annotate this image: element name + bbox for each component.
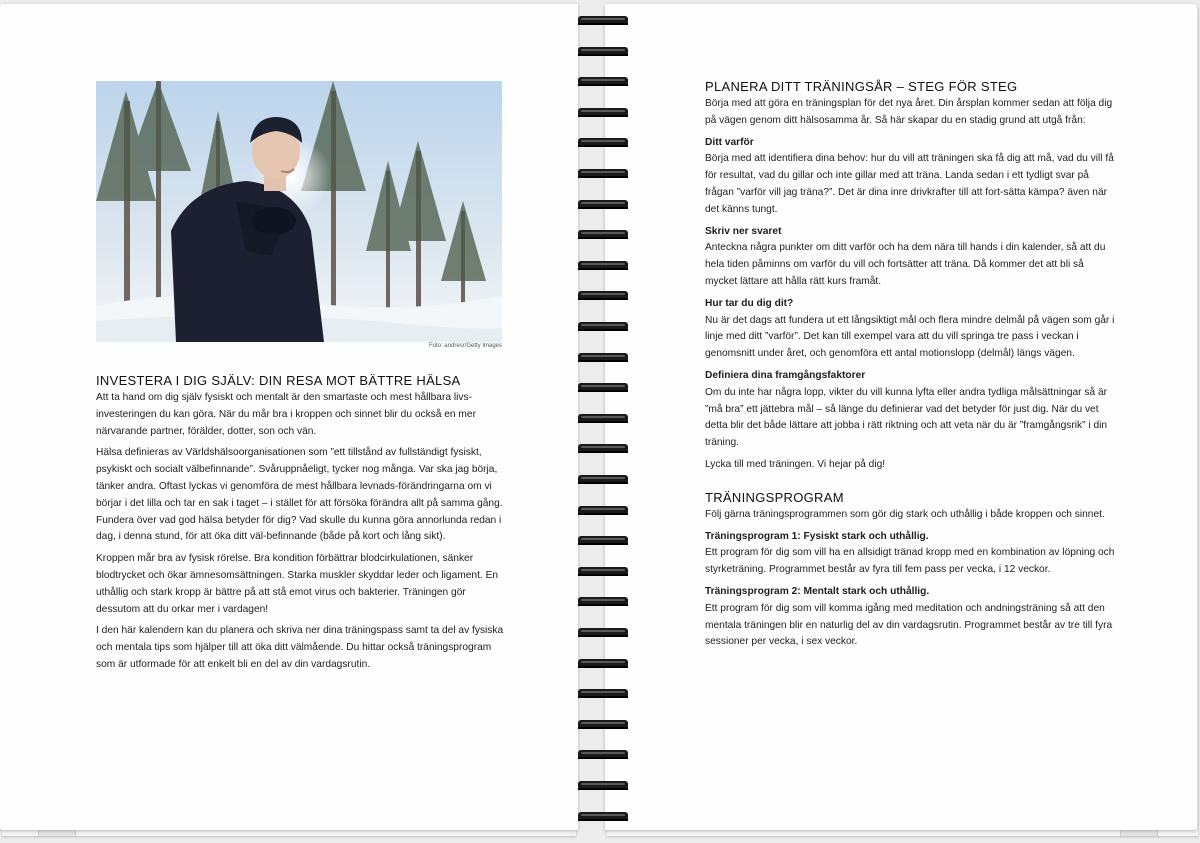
spiral-ring xyxy=(578,198,628,211)
left-paragraph: Kroppen mår bra av fysisk rörelse. Bra kondition förbättrar blodcirkulationen, sänker blodtrycket och ökar ämnesomsättningen. Starka muskler skyddar leder och ligament. En uthållig och stark kropp är bättre på att stå emot virus och bakterier. Träningen gör dessutom att du orkar mer i vardagen! xyxy=(96,553,499,615)
spiral-ring xyxy=(578,565,628,578)
spiral-binding xyxy=(574,4,632,830)
program-title: Träningsprogram 2: Mentalt stark och uthållig. xyxy=(705,585,930,597)
spiral-ring xyxy=(578,504,628,517)
left-paragraph: Att ta hand om dig själv fysiskt och mentalt är den smartaste och mest hållbara livs-investeringen du kan göra. När du mår bra i kroppen och sinnet blir du också en mer närvarande partner, förälder, dotter, son och vän. xyxy=(96,392,476,437)
section-text: Anteckna några punkter om ditt varför och ha dem nära till hands i din kalender, så att du hela tiden påminns om varför du vill och fortsätter att träna. Då kommer det att bli så mycket lättare att hålla rätt kurs framåt. xyxy=(705,242,1106,287)
section-title: Skriv ner svaret xyxy=(705,225,782,237)
spiral-ring xyxy=(578,595,628,608)
winter-runner-image xyxy=(96,81,502,342)
right-column xyxy=(705,78,1115,656)
spiral-ring xyxy=(578,810,628,823)
left-paragraph: Hälsa definieras av Världshälsoorganisationen som ”ett tillstånd av fullständigt fysiskt, psykiskt och socialt välbefinnande”. Svåruppnåeligt, tycker nog många. Var ska jag börja, tänker andra. Oftast lyckas vi genomföra de mest hållbara levnads-förändringarna om vi börjar i det lilla och tar en sak i taget – i stället för att försöka förändra allt på samma gång. Fundera över vad god hälsa betyder för dig? Vad skulle du kunna göra annorlunda redan i dag, i denna stund, för att öka ditt väl-befinnande (både på kort och lång sikt). xyxy=(96,447,503,543)
spiral-ring xyxy=(578,657,628,670)
closing-line: Lycka till med träningen. Vi hejar på dig! xyxy=(705,458,886,470)
runner-photo xyxy=(96,81,502,342)
program-text: Ett program för dig som vill komma igång med meditation och andningsträning så att den mentala träningen blir en naturlig del av din vardagsrutin. Programmet består av tre till fyra sessioner per vecka, i sex veckor. xyxy=(705,602,1113,648)
section-title: Ditt varför xyxy=(705,136,754,148)
spiral-ring xyxy=(578,381,628,394)
section-text: Nu är det dags att fundera ut ett långsiktigt mål och flera mindre delmål på vägen som går i linje med ditt ”varför”. Det kan till exempel vara att du vill springa tre pass i veckan i genomsnitt under året, och genomföra ett antal motionslopp (delmål) längs vägen. xyxy=(705,314,1115,360)
spiral-ring xyxy=(578,259,628,272)
spiral-ring xyxy=(578,473,628,486)
spiral-ring xyxy=(578,289,628,302)
right-heading: PLANERA DITT TRÄNINGSÅR – STEG FÖR STEG xyxy=(705,79,1018,94)
section-text: Börja med att identifiera dina behov: hur du vill att träningen ska få dig att må, vad du vill få för resultat, vad du gillar och inte gillar med att träna. Landa sedan i ett tydligt svar på frågan ”varför vill jag träna?”. Det är dina inre drivkrafter till att fort-sätta kämpa? även när det känns tungt. xyxy=(705,153,1114,215)
spiral-ring xyxy=(578,626,628,639)
spiral-ring xyxy=(578,779,628,792)
left-column xyxy=(96,372,506,679)
section-title: Hur tar du dig dit? xyxy=(705,297,794,309)
spiral-ring xyxy=(578,442,628,455)
section-text: Om du inte har några lopp, vikter du vill kunna lyfta eller andra tydliga målsättningar så är ”må bra” ett jättebra mål – så länge du definierar vad det betyder för just dig. När du vet detta blir det både lättare att jobba i rätt riktning och att veta när du är ”framgångsrik” i din träning. xyxy=(705,386,1108,449)
program-heading: TRÄNINGSPROGRAM xyxy=(705,489,844,505)
program-title: Träningsprogram 1: Fysiskt stark och uthållig. xyxy=(705,530,929,542)
spiral-ring xyxy=(578,228,628,241)
spiral-ring xyxy=(578,748,628,761)
spiral-ring xyxy=(578,75,628,88)
spiral-ring xyxy=(578,136,628,149)
spiral-ring xyxy=(578,534,628,547)
left-paragraph: I den här kalendern kan du planera och skriva ner dina träningspass samt ta del av fysiska och mentala tips som hjälper till att öka ditt välmående. Du hittar också träningsprogram som är utformade för att enkelt bli en del av din vardagsrutin. xyxy=(96,625,504,670)
spiral-ring xyxy=(578,351,628,364)
spiral-ring xyxy=(578,45,628,58)
program-intro: Följ gärna träningsprogrammen som gör dig stark och uthållig i både kroppen och sinnet. xyxy=(705,508,1105,520)
photo-credit: Foto: andresr/Getty Images xyxy=(428,343,502,349)
right-intro: Börja med att göra en träningsplan för det nya året. Din årsplan kommer sedan att följa dig på vägen genom ditt hälsosamma år. Så här skapar du en stadig grund att utgå från: xyxy=(705,98,1113,126)
spiral-ring xyxy=(578,320,628,333)
program-text: Ett program för dig som vill ha en allsidigt tränad kropp med en kombination av löpning och styrketräning. Programmet består av fyra till fem pass per vecka, i 12 veckor. xyxy=(705,547,1115,576)
spiral-ring xyxy=(578,718,628,731)
left-heading: INVESTERA I DIG SJÄLV: DIN RESA MOT BÄTTRE HÄLSA xyxy=(96,373,461,388)
spiral-ring xyxy=(578,106,628,119)
spiral-ring xyxy=(578,167,628,180)
spiral-ring xyxy=(578,412,628,425)
spiral-ring xyxy=(578,14,628,27)
section-title: Definiera dina framgångsfaktorer xyxy=(705,369,866,381)
spiral-ring xyxy=(578,687,628,700)
